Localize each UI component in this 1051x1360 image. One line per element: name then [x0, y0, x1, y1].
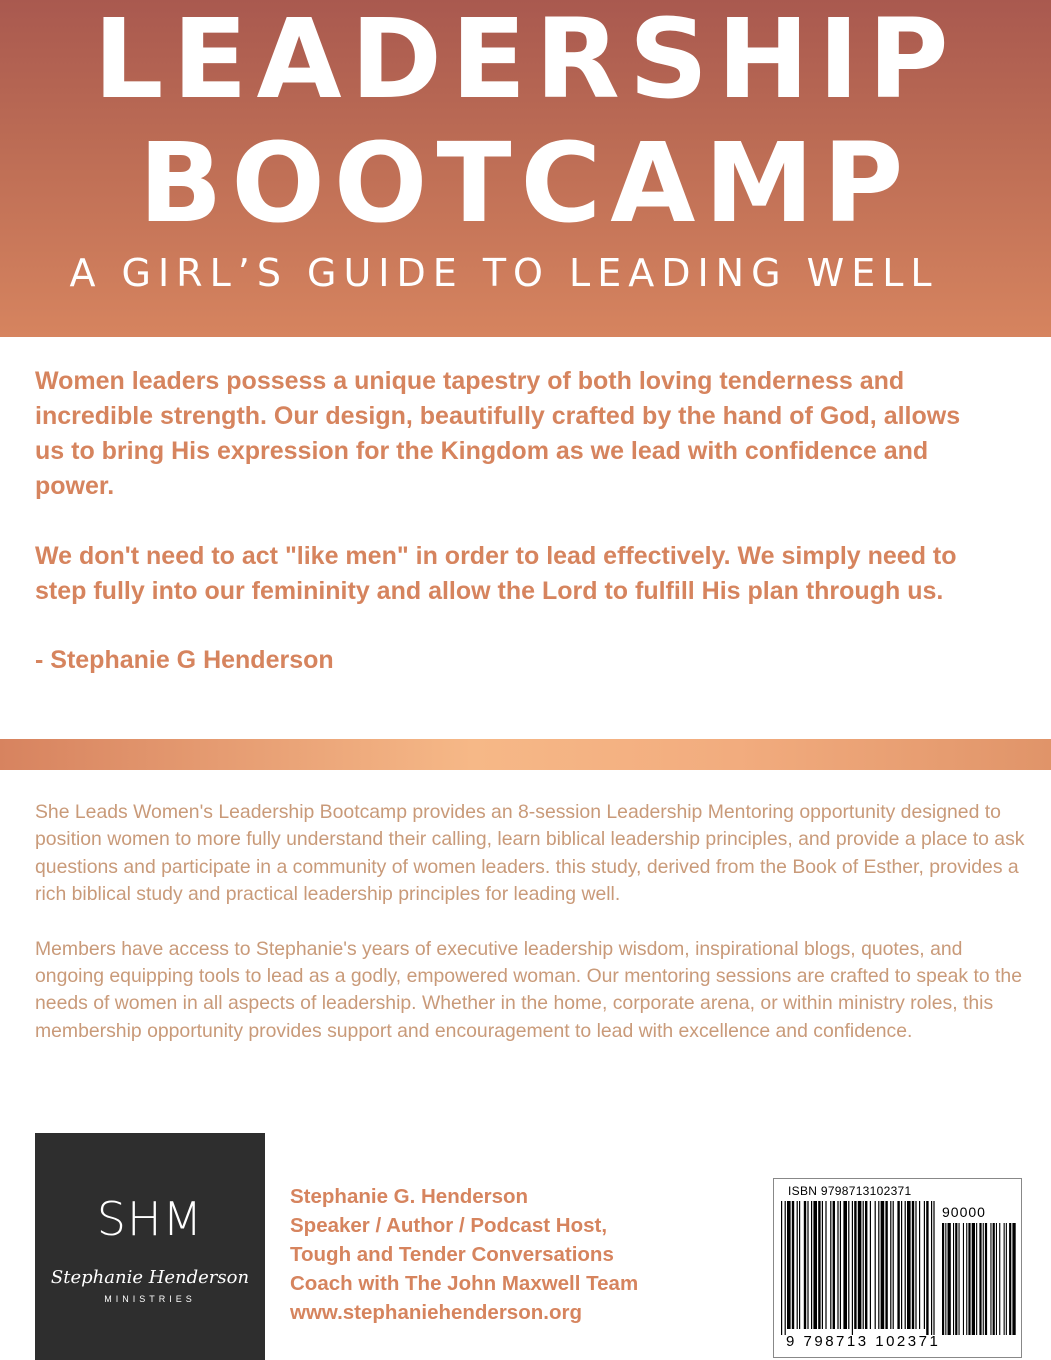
logo-monogram: SHM — [96, 1192, 204, 1246]
quote-paragraph-1: Women leaders possess a unique tapestry of both loving tenderness and incredible strength. Our design, beautifully crafted by the hand of God, allows us to bring His expression for the Kingdom as we lead with confidence and power. — [35, 367, 961, 500]
logo-script-name: Stephanie Henderson — [50, 1267, 250, 1288]
quote-block — [35, 364, 995, 678]
author-coach: Coach with The John Maxwell Team — [290, 1272, 639, 1295]
description-paragraph-2: Members have access to Stephanie's years of executive leadership wisdom, inspirational blogs, quotes, and ongoing equipping tools to lead as a godly, empowered woman. Our mentoring sessions are crafted to speak to the needs of women in all aspects of leadership. Whether in the home, corporate arena, or within ministry roles, this membership opportunity provides support and encouragement to lead with excellence and confidence. — [35, 937, 1022, 1042]
logo-ministries: MINISTRIES — [104, 1294, 196, 1304]
author-podcast: Tough and Tender Conversations — [290, 1243, 614, 1266]
price-code: 90000 — [942, 1204, 986, 1220]
cover-header — [0, 0, 1051, 337]
description-paragraph-1: She Leads Women's Leadership Bootcamp provides an 8-session Leadership Mentoring opportunity designed to position women to more fully understand their calling, learn biblical leadership principles, and provide a place to ask questions and participate in a community of women leaders. this study, derived from the Book of Esther, provides a rich biblical study and practical leadership principles for leading well. — [35, 801, 1025, 906]
title-line-1: LEADERSHIP — [93, 0, 958, 123]
quote-attribution: - Stephanie G Henderson — [35, 646, 334, 674]
isbn-digits: 9 798713 102371 — [786, 1333, 941, 1350]
quote-paragraph-2: We don't need to act "like men" in order to lead effectively. We simply need to step fully into our femininity and allow the Lord to fulfill His plan through us. — [35, 542, 957, 605]
isbn-barcode — [773, 1178, 1022, 1358]
shm-logo — [35, 1133, 265, 1360]
description-block — [35, 799, 1025, 1045]
author-roles: Speaker / Author / Podcast Host, — [290, 1214, 608, 1237]
author-info — [290, 1182, 760, 1327]
title-line-2: BOOTCAMP — [138, 119, 913, 247]
divider-band — [0, 739, 1051, 770]
author-website: www.stephaniehenderson.org — [290, 1301, 582, 1324]
subtitle: A GIRL’S GUIDE TO LEADING WELL — [69, 251, 939, 295]
isbn-label: ISBN 9798713102371 — [788, 1184, 912, 1198]
author-name: Stephanie G. Henderson — [290, 1185, 529, 1208]
